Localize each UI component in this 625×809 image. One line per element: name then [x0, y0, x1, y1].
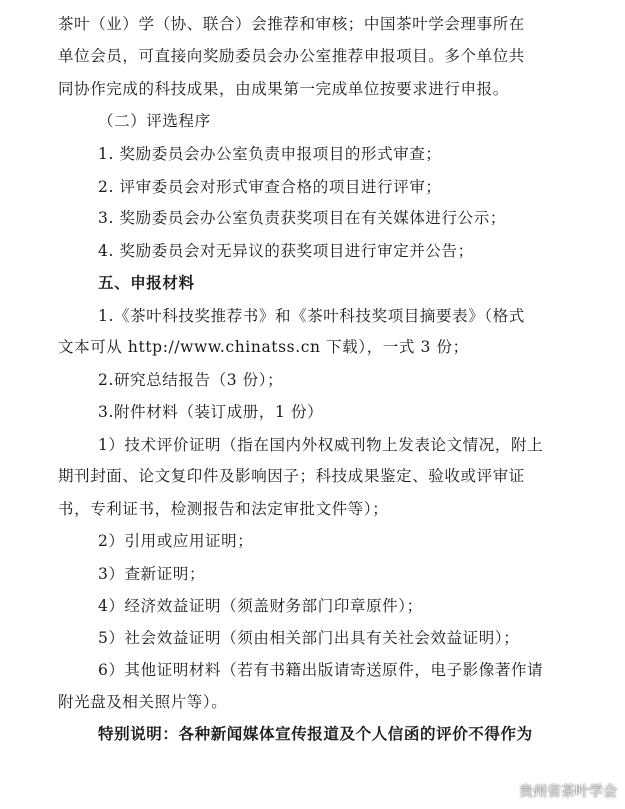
paragraph-line-2: 单位会员，可直接向奖励委员会办公室推荐申报项目。多个单位共 [58, 47, 525, 65]
material-item-2: 2.研究总结报告（3 份）； [98, 371, 284, 389]
sub-item-5: 5）社会效益证明（须由相关部门出具有关社会效益证明）； [98, 629, 520, 647]
list-item-1: 1. 奖励委员会办公室负责申报项目的形式审查； [98, 145, 442, 163]
account-watermark [497, 781, 617, 801]
paragraph-line-3: 同协作完成的科技成果，由成果第一完成单位按要求进行申报。 [58, 80, 509, 98]
wechat-icon [497, 782, 515, 800]
watermark-text: 贵州省茶叶学会 [519, 784, 617, 800]
sub-item-6: 6）其他证明材料（若有书籍出版请寄送原件，电子影像著作请 [98, 661, 544, 679]
list-item-3: 3. 奖励委员会办公室负责获奖项目在有关媒体进行公示； [98, 209, 506, 227]
sub-item-6-cont: 附光盘及相关照片等）。 [58, 693, 228, 711]
sub-item-4: 4）经济效益证明（须盖财务部门印章原件）； [98, 597, 423, 615]
special-note: 特别说明：各种新闻媒体宣传报道及个人信函的评价不得作为 [98, 725, 533, 743]
sub-item-1-cont-1: 期刊封面、论文复印件及影响因子；科技成果鉴定、验收或评审证 [58, 467, 525, 485]
section-subheading: （二）评选程序 [98, 112, 211, 130]
list-item-2: 2. 评审委员会对形式审查合格的项目进行评审； [98, 178, 442, 196]
sub-item-2: 2）引用或应用证明； [98, 532, 254, 550]
paragraph-line-1: 茶叶（业）学（协、联合）会推荐和审核；中国茶叶学会理事所在 [58, 15, 525, 33]
material-item-1: 1.《茶叶科技奖推荐书》和《茶叶科技奖项目摘要表》（格式 [98, 307, 525, 325]
sub-item-3: 3）查新证明； [98, 565, 206, 583]
sub-item-1: 1）技术评价证明（指在国内外权威刊物上发表论文情况，附上 [98, 436, 544, 454]
section-heading: 五、申报材料 [98, 274, 195, 292]
list-item-4: 4. 奖励委员会对无异议的获奖项目进行审定并公告； [98, 242, 474, 260]
material-item-3: 3.附件材料（装订成册，1 份） [98, 403, 324, 421]
material-item-1-cont: 文本可从 http://www.chinatss.cn 下载），一式 3 份； [58, 338, 469, 356]
sub-item-1-cont-2: 书，专利证书，检测报告和法定审批文件等）； [58, 500, 389, 518]
